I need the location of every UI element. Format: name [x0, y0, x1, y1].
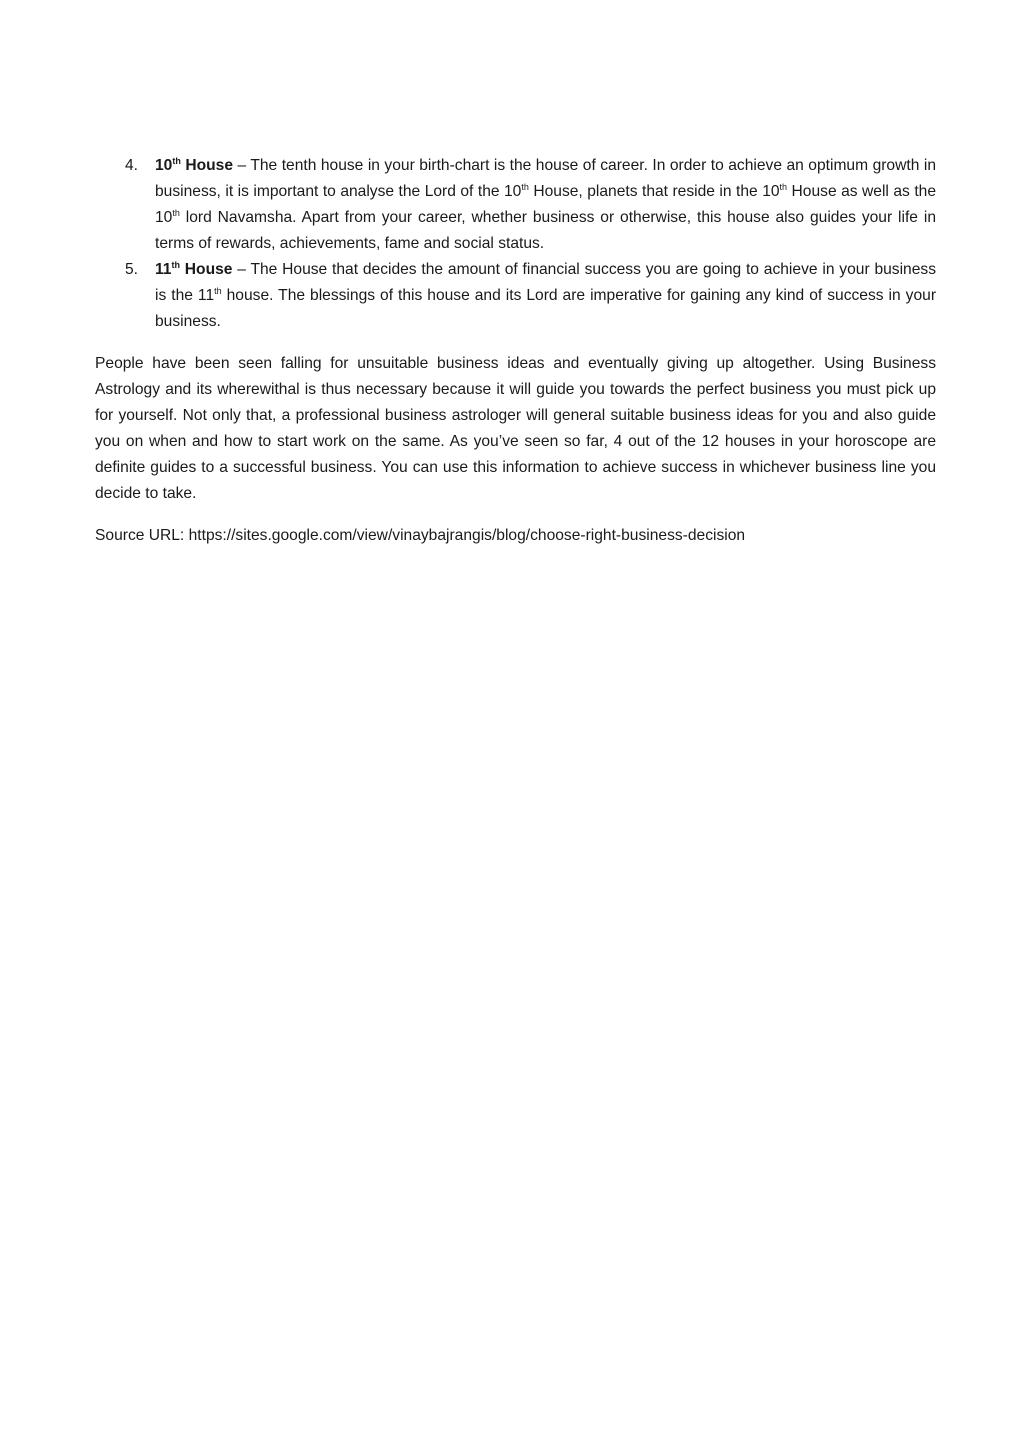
- body-paragraph: People have been seen falling for unsuitable business ideas and eventually giving up altogether. Using Business Astrology and its wherewithal is thus necessary because it will guide you towards the perfect business you must pick up for yourself. Not only that, a professional business astrologer will general suitable business ideas for you and also guide you on when and how to start work on the same. As you’ve seen so far, 4 out of the 12 houses in your horoscope are definite guides to a successful business. You can use this information to achieve success in whichever business line you decide to take.: [95, 355, 936, 502]
- item-text: House as well as the 10: [155, 183, 936, 226]
- item-text: house. The blessings of this house and its Lord are imperative for gaining any kind of success in your business.: [155, 287, 937, 330]
- item-text: House, planets that reside in the 10: [528, 183, 780, 200]
- list-item: 5. 11th House – The House that decides the amount of financial success you are going to achieve in your business is the 11th house. The blessings of this house and its Lord are imperative for gaining any kind of success in your business.: [95, 257, 936, 335]
- list-number: 4.: [125, 157, 139, 174]
- house-list: [95, 153, 936, 335]
- item-text: – The tenth house in your birth-chart is the house of career. In order to achieve an optimum growth in business, it is important to analyse the Lord of the 10: [155, 157, 936, 200]
- source-url: Source URL: https://sites.google.com/view/vinaybajrangis/blog/choose-right-business-decision: [95, 527, 746, 544]
- list-item: 4. 10th House – The tenth house in your birth-chart is the house of career. In order to achieve an optimum growth in business, it is important to analyse the Lord of the 10th House, planets that reside in the 10th House as well as the 10th lord Navamsha. Apart from your career, whether business or otherwise, this house also guides your life in terms of rewards, achievements, fame and social status.: [95, 153, 936, 257]
- list-number: 5.: [125, 261, 139, 278]
- item-text: – The House that decides the amount of financial success you are going to achieve in your business is the 11: [155, 261, 936, 304]
- item-text: lord Navamsha. Apart from your career, whether business or otherwise, this house also guides your life in terms of rewards, achievements, fame and social status.: [155, 209, 936, 252]
- document-page: [95, 153, 936, 549]
- item-title: 10th House: [155, 156, 233, 174]
- item-title: 11th House: [155, 260, 233, 278]
